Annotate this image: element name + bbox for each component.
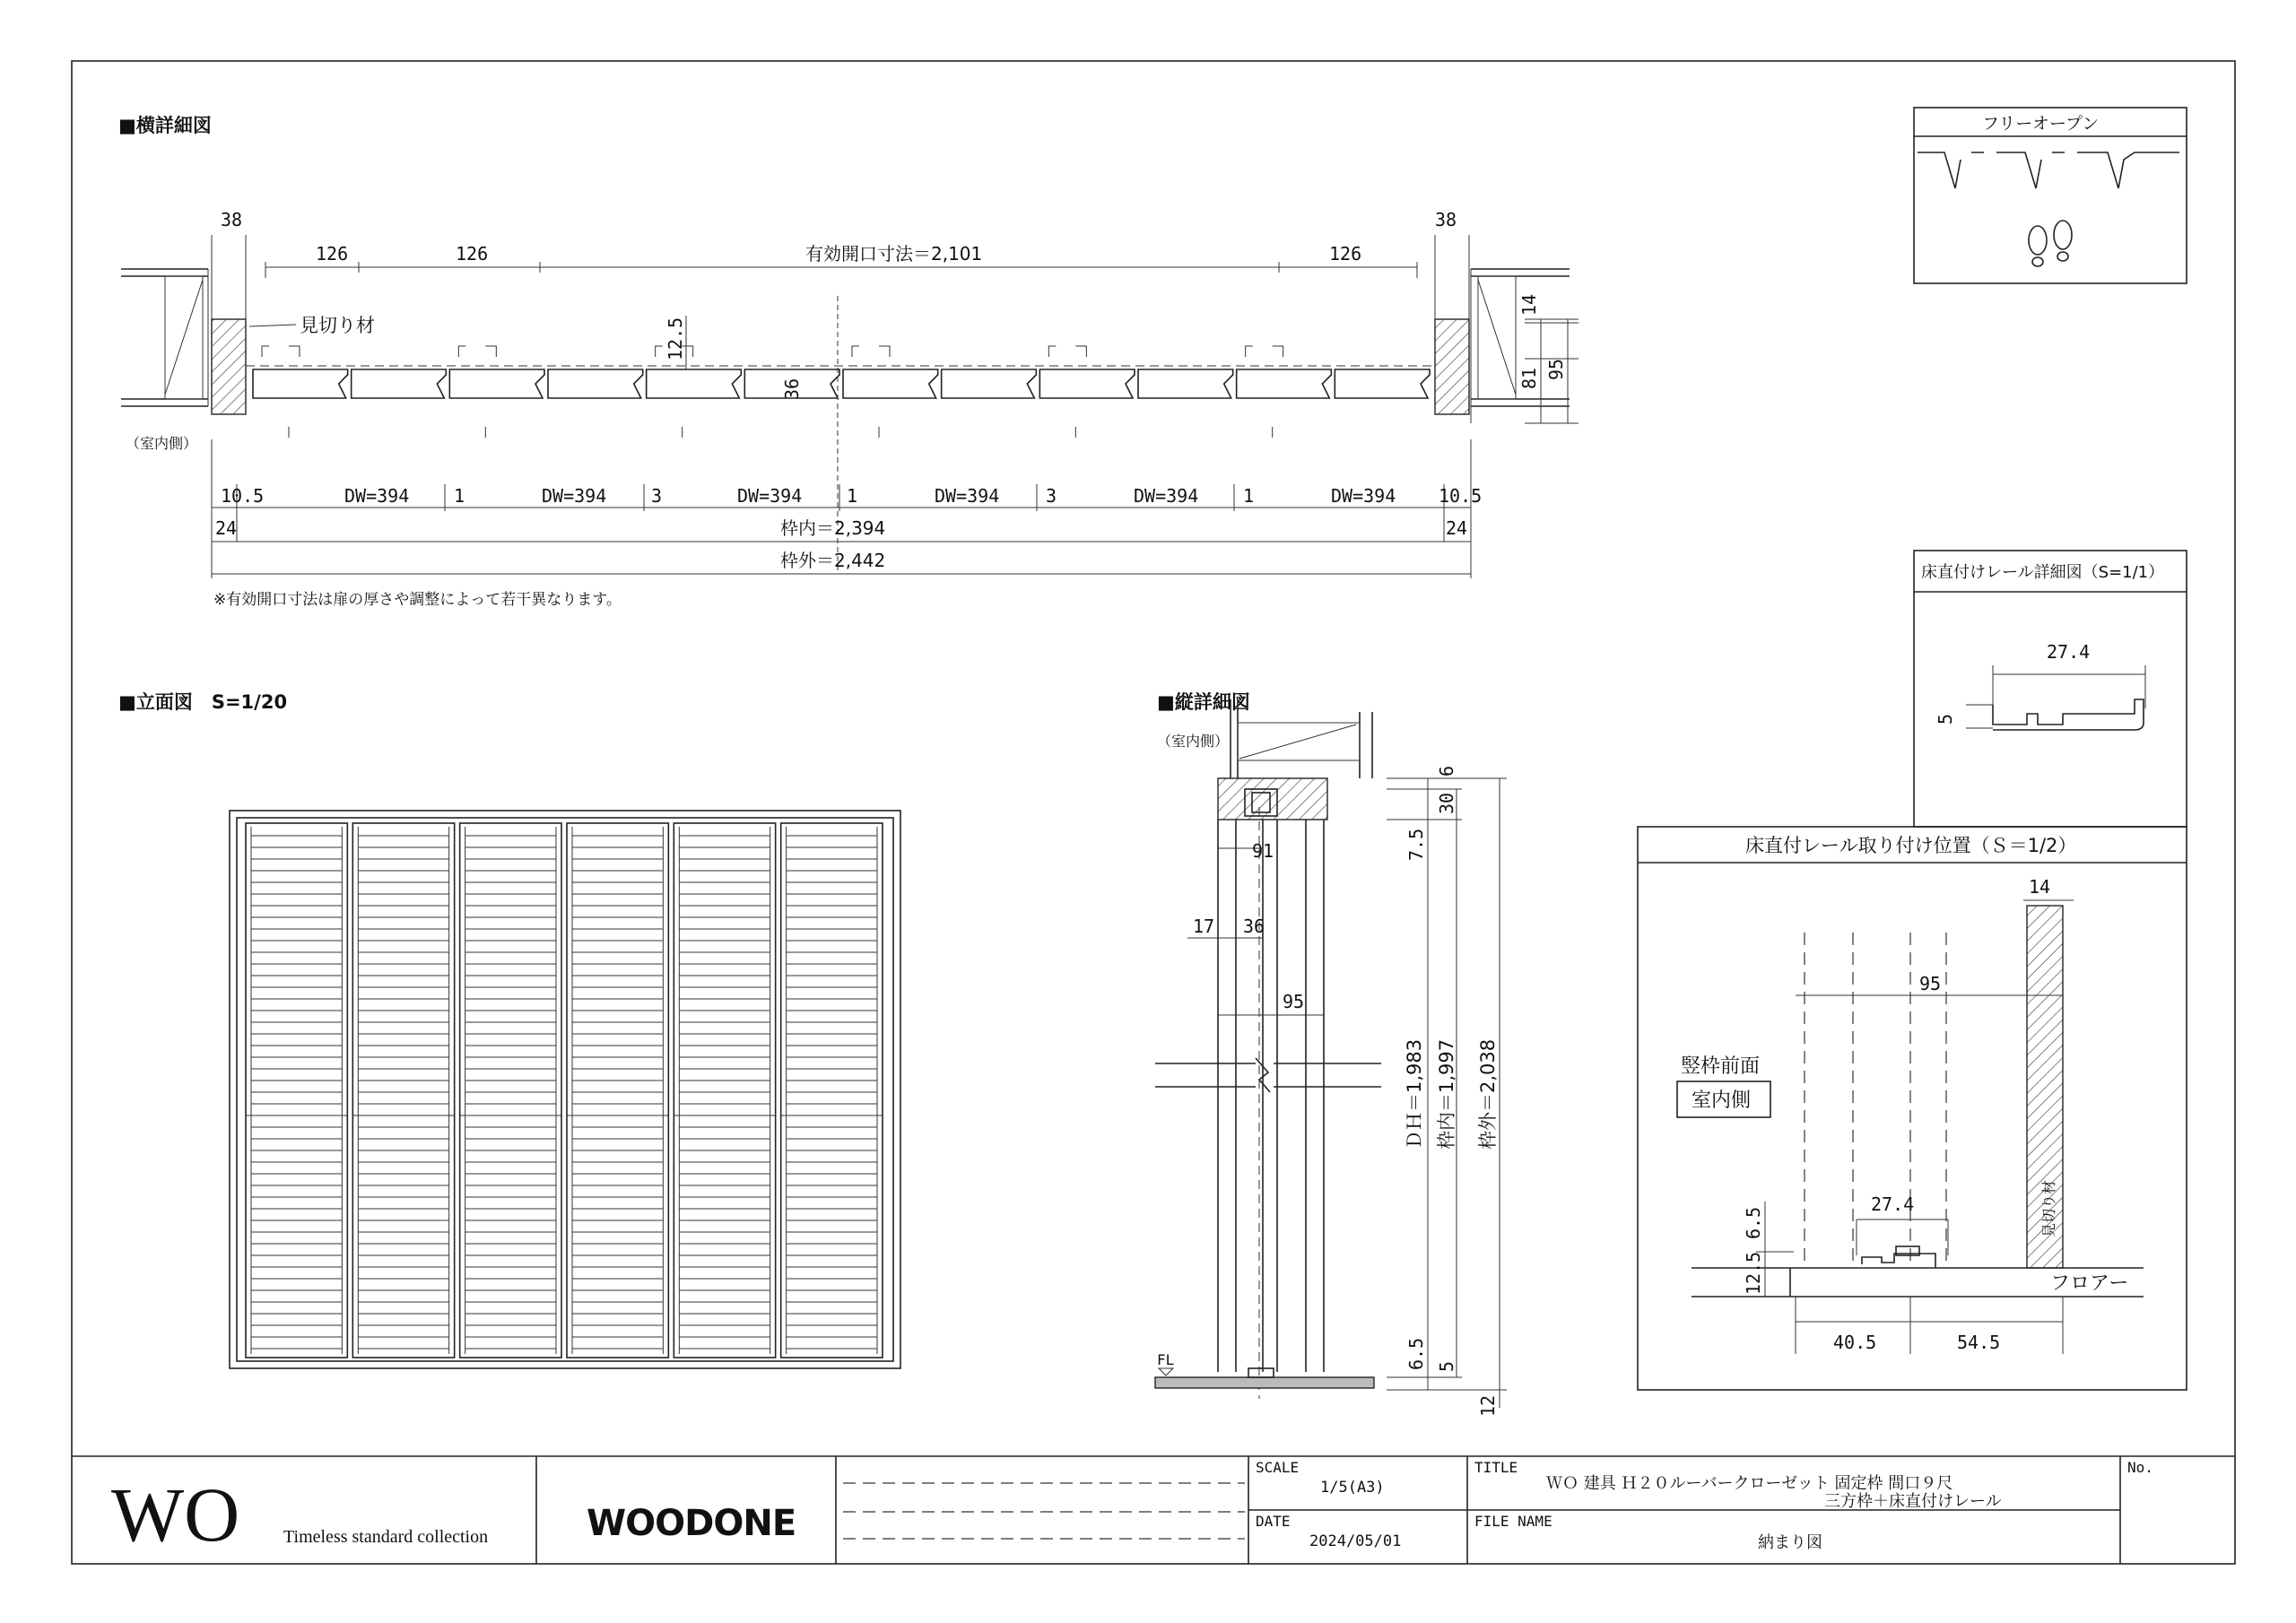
elevation-title: ■立面図 S=1/20 (118, 691, 288, 713)
door-width-label: 1 (1243, 485, 1255, 507)
louver-leaf-section (942, 369, 1037, 398)
rail-position-title: 床直付レール取り付け位置（Ｓ＝1/2） (1745, 835, 2077, 856)
louver-leaf-section (352, 369, 447, 398)
free-open-label: フリーオープン (1982, 114, 2100, 134)
file-label: FILE NAME (1474, 1513, 1552, 1530)
rail-detail-title: 床直付けレール詳細図（S=1/1） (1921, 563, 2165, 582)
elevation-panels (246, 823, 883, 1358)
louver-leaf-section (1335, 369, 1430, 398)
door-width-label: DW=394 (344, 485, 410, 507)
elevation-door-panel (781, 823, 883, 1358)
left-wall (121, 269, 246, 414)
dim-95-rp: 95 (1919, 973, 1942, 994)
fl-label: FL (1157, 1351, 1175, 1368)
elevation-door-panel (567, 823, 668, 1358)
door-width-label: 10.5 (221, 485, 265, 507)
floor-label: フロアー (2050, 1272, 2129, 1295)
dim-6-5-rp: 6.5 (1743, 1206, 1764, 1239)
rail-width-dim: 27.4 (2047, 641, 2091, 663)
dim-outer-height: 枠外＝2,038 (1477, 1038, 1499, 1150)
door-width-label: DW=394 (935, 485, 1000, 507)
dim-5-v: 5 (1436, 1360, 1457, 1372)
woodone-logo: WOODONE (587, 1503, 796, 1544)
scale-label: SCALE (1256, 1459, 1300, 1476)
elevation-door-panel (460, 823, 561, 1358)
louver-leaf-section (647, 369, 742, 398)
title-line1: ＷＯ 建具 Ｈ２０ルーバークローゼット 固定枠 間口９尺 (1546, 1474, 1953, 1493)
dim-40-5: 40.5 (1833, 1332, 1877, 1353)
vertical-section (1155, 691, 1507, 1417)
elevation-door-panel (352, 823, 454, 1358)
dim-24-left: 24 (215, 517, 238, 539)
dim-126-a: 126 (316, 243, 349, 265)
louver-leaf-section (843, 369, 938, 398)
dim-12-5: 12.5 (665, 317, 686, 360)
louver-leaf-section (548, 369, 643, 398)
dim-54-5: 54.5 (1957, 1332, 2001, 1353)
louver-leaf-section (1039, 369, 1135, 398)
horizontal-section (118, 115, 1578, 609)
dim-95-v: 95 (1283, 991, 1305, 1012)
dim-14-rp: 14 (2029, 876, 2051, 898)
dim-81: 81 (1518, 367, 1540, 389)
rail-detail (1914, 551, 2187, 827)
door-width-label: 1 (454, 485, 465, 507)
dim-6: 6 (1436, 765, 1457, 777)
door-width-label: DW=394 (1331, 485, 1396, 507)
dim-24-right: 24 (1446, 517, 1468, 539)
title-block (72, 1456, 2235, 1564)
vertical-indoor-label: （室内側） (1157, 733, 1230, 750)
dim-right-38: 38 (1435, 209, 1457, 230)
louver-leaf-section (1138, 369, 1233, 398)
indoor-label: （室内側） (126, 435, 198, 452)
dim-12-5-rp: 12.5 (1743, 1251, 1764, 1295)
mikiri-vertical: 見切り材 (2040, 1179, 2057, 1237)
louver-door-strip (246, 346, 1435, 438)
brand-tagline: Timeless standard collection (283, 1527, 489, 1547)
right-wall (1435, 269, 1578, 423)
louver-leaf-section (1237, 369, 1332, 398)
mikiri-label: 見切り材 (300, 315, 375, 336)
dim-opening: 有効開口寸法＝2,101 (805, 243, 983, 265)
file-value: 納まり図 (1758, 1533, 1822, 1552)
horizontal-section-title: ■横詳細図 (118, 115, 212, 136)
door-width-label: DW=394 (737, 485, 803, 507)
date-label: DATE (1256, 1513, 1291, 1530)
door-width-label: DW=394 (1134, 485, 1199, 507)
brand-wo: WO (111, 1471, 240, 1558)
rail-height-dim: 5 (1935, 713, 1956, 725)
dim-6-5-v: 6.5 (1405, 1337, 1427, 1370)
no-label: No. (2127, 1459, 2153, 1476)
indoor-box-label: 室内側 (1692, 1089, 1752, 1112)
vertical-section-title: ■縦詳細図 (1157, 691, 1250, 713)
front-frame-label: 竪枠前面 (1681, 1055, 1761, 1078)
dim-7-5: 7.5 (1405, 828, 1427, 861)
dim-36-v: 36 (1243, 916, 1265, 937)
elevation (118, 691, 900, 1368)
dim-inner-width: 枠内＝2,394 (780, 517, 886, 539)
dim-dh: ＤＨ＝1,983 (1404, 1038, 1425, 1150)
free-open-box (1914, 108, 2187, 283)
louver-leaf-section (253, 369, 348, 398)
dim-126-c: 126 (1329, 243, 1362, 265)
door-width-label: 3 (651, 485, 663, 507)
date-value: 2024/05/01 (1309, 1532, 1402, 1550)
opening-note: ※有効開口寸法は扉の厚さや調整によって若干異なります。 (213, 591, 622, 609)
door-width-label: 1 (847, 485, 858, 507)
dim-27-4-rp: 27.4 (1871, 1193, 1915, 1215)
dim-inner-height: 枠内＝1,997 (1436, 1038, 1457, 1150)
title-line2: 三方枠＋床直付けレール (1824, 1492, 2002, 1511)
elevation-door-panel (674, 823, 775, 1358)
dim-12-v: 12 (1477, 1394, 1499, 1417)
dim-outer-width: 枠外＝2,442 (780, 550, 886, 571)
rail-position (1638, 827, 2187, 1390)
dim-95: 95 (1545, 358, 1567, 380)
scale-value: 1/5(A3) (1320, 1479, 1385, 1497)
louver-leaf-section (449, 369, 544, 398)
dim-14: 14 (1518, 293, 1540, 316)
door-width-label: 10.5 (1439, 485, 1483, 507)
elevation-door-panel (246, 823, 347, 1358)
dim-17: 17 (1193, 916, 1215, 937)
dim-36: 36 (781, 378, 803, 400)
dim-91: 91 (1252, 840, 1274, 862)
title-label: TITLE (1474, 1459, 1518, 1476)
dim-left-38: 38 (221, 209, 243, 230)
dim-30: 30 (1436, 792, 1457, 814)
door-width-label: DW=394 (542, 485, 607, 507)
door-width-label: 3 (1046, 485, 1057, 507)
dim-126-b: 126 (456, 243, 489, 265)
